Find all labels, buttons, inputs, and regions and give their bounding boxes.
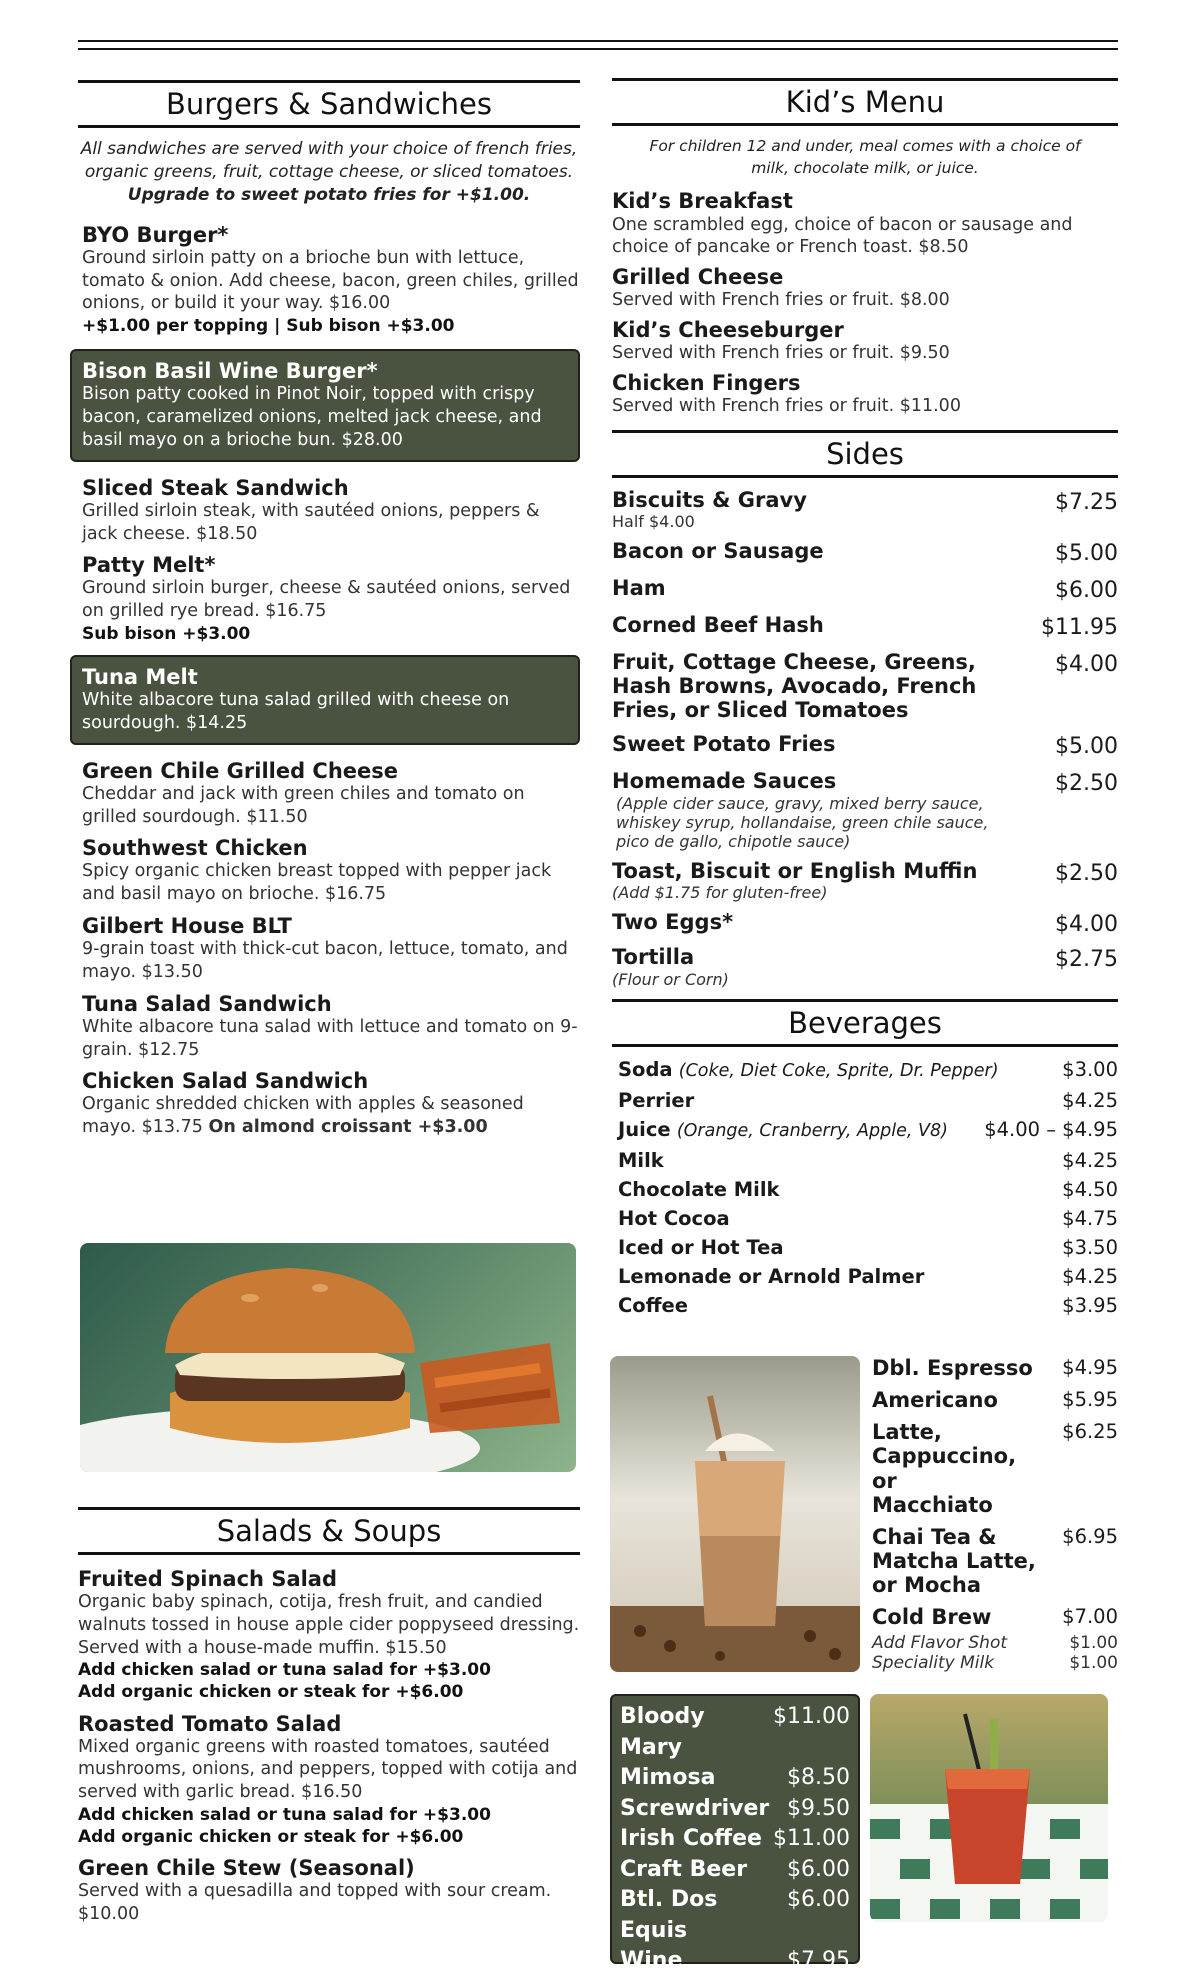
item-extra: +$1.00 per topping | Sub bison +$3.00 bbox=[82, 316, 455, 337]
side-name: Biscuits & Gravy bbox=[612, 487, 807, 512]
beverage-price: $4.00 – $4.95 bbox=[984, 1117, 1118, 1141]
beverage-item bbox=[618, 1233, 1118, 1262]
item-desc: White albacore tuna salad grilled with cheese on sourdough. $14.25 bbox=[82, 690, 510, 733]
item-name: Roasted Tomato Salad bbox=[78, 1711, 342, 1736]
item-desc: Mixed organic greens with roasted tomatoes, sautéed mushrooms, onions, and peppers, topped with cotija and served with garlic bread. $16.50 bbox=[78, 1736, 578, 1803]
item-name: BYO Burger* bbox=[82, 222, 229, 247]
bar-item bbox=[620, 1763, 850, 1794]
side-item bbox=[612, 732, 1118, 759]
espresso-item bbox=[872, 1356, 1118, 1380]
beverage-name: Soda bbox=[618, 1057, 673, 1081]
bloody-mary-illustration bbox=[870, 1694, 1108, 1922]
item-desc: Cheddar and jack with green chiles and tomato on grilled sourdough. $11.50 bbox=[82, 783, 525, 827]
item-name: Fruited Spinach Salad bbox=[78, 1567, 338, 1591]
item-name: Patty Melt* bbox=[82, 553, 216, 578]
item-desc: Served with French fries or fruit. $11.00 bbox=[612, 395, 961, 416]
bar-price: $7.95 bbox=[787, 1948, 850, 1973]
side-name: Sweet Potato Fries bbox=[612, 732, 836, 757]
addon-item bbox=[872, 1633, 1118, 1653]
item-name: Chicken Fingers bbox=[612, 370, 801, 395]
espresso-item bbox=[872, 1388, 1118, 1412]
menu-item-byo-burger bbox=[78, 223, 580, 337]
beverage-list bbox=[612, 1055, 1118, 1320]
item-desc: Served with French fries or fruit. $8.00 bbox=[612, 290, 950, 311]
menu-item-sliced-steak-sandwich bbox=[78, 476, 580, 546]
kids-item-cheeseburger bbox=[612, 318, 1118, 365]
bar-price: $9.50 bbox=[787, 1795, 850, 1821]
espresso-item bbox=[872, 1525, 1118, 1597]
espresso-name: Latte, Cappuccino, or Macchiato bbox=[872, 1420, 1017, 1517]
right-column bbox=[612, 78, 1118, 1320]
item-name: Tuna Melt bbox=[82, 665, 198, 690]
kids-item-chicken-fingers bbox=[612, 371, 1118, 418]
side-item bbox=[612, 488, 1118, 531]
beverage-price: $4.75 bbox=[1062, 1206, 1118, 1230]
item-name: Kid’s Cheeseburger bbox=[612, 317, 844, 342]
beverage-name: Chocolate Milk bbox=[618, 1177, 780, 1201]
addon-price: $1.00 bbox=[1069, 1653, 1118, 1674]
menu-item-gilbert-house-blt bbox=[78, 914, 580, 984]
beverage-price: $3.95 bbox=[1062, 1293, 1118, 1317]
bar-item bbox=[620, 1824, 850, 1855]
menu-item-green-chile-stew bbox=[78, 1856, 580, 1926]
side-item bbox=[612, 859, 1118, 902]
item-name: Tuna Salad Sandwich bbox=[82, 991, 332, 1016]
item-extra: On almond croissant +$3.00 bbox=[208, 1117, 488, 1138]
item-desc: 9-grain toast with thick-cut bacon, lettuce, tomato, and mayo. $13.50 bbox=[82, 939, 568, 982]
beverage-name: Lemonade or Arnold Palmer bbox=[618, 1264, 925, 1288]
item-name: Chicken Salad Sandwich bbox=[82, 1069, 369, 1094]
iced-coffee-illustration bbox=[610, 1356, 860, 1672]
addon-item bbox=[872, 1653, 1118, 1673]
addon-name: Add Flavor Shot bbox=[872, 1633, 1008, 1654]
beverage-item bbox=[618, 1115, 1118, 1146]
menu-item-chicken-salad-sandwich bbox=[78, 1069, 580, 1139]
bar-item bbox=[620, 1885, 850, 1946]
beverage-name: Juice bbox=[618, 1117, 671, 1141]
menu-item-tuna-salad-sandwich bbox=[78, 992, 580, 1062]
sides-section-title: Sides bbox=[612, 430, 1118, 478]
side-name: Toast, Biscuit or English Muffin bbox=[612, 859, 978, 884]
burgers-intro-line1: All sandwiches are served with your choice of french fries, bbox=[80, 139, 578, 159]
bar-price: $6.00 bbox=[787, 1856, 850, 1882]
beverage-name: Coffee bbox=[618, 1293, 688, 1317]
beverage-item bbox=[618, 1262, 1118, 1291]
menu-item-patty-melt bbox=[78, 553, 580, 645]
item-desc: Ground sirloin burger, cheese & sautéed onions, served on grilled rye bread. $16.75 bbox=[82, 578, 571, 622]
side-price: $2.50 bbox=[1055, 771, 1118, 797]
menu-item-green-chile-grilled-cheese bbox=[78, 759, 580, 829]
side-item bbox=[612, 539, 1118, 566]
beverage-name: Milk bbox=[618, 1148, 664, 1172]
iced-coffee-photo bbox=[610, 1356, 860, 1672]
item-desc: One scrambled egg, choice of bacon or sausage and choice of pancake or French toast. $8.50 bbox=[612, 214, 1073, 258]
side-item bbox=[612, 576, 1118, 603]
top-rule-2 bbox=[78, 48, 1118, 50]
sides-list bbox=[612, 488, 1118, 989]
side-name: Homemade Sauces bbox=[612, 769, 837, 794]
kids-item-grilled-cheese bbox=[612, 265, 1118, 312]
bar-name: Irish Coffee bbox=[620, 1826, 762, 1851]
side-price: $2.75 bbox=[1055, 947, 1118, 973]
espresso-price: $6.95 bbox=[1062, 1524, 1118, 1548]
menu-item-fruited-spinach-salad bbox=[78, 1567, 580, 1704]
beverage-item bbox=[618, 1146, 1118, 1175]
side-price: $11.95 bbox=[1041, 615, 1118, 641]
beverage-note: (Orange, Cranberry, Apple, V8) bbox=[676, 1120, 948, 1141]
bar-item bbox=[620, 1946, 850, 1975]
side-item bbox=[612, 945, 1118, 988]
side-name: Bacon or Sausage bbox=[612, 539, 824, 564]
bar-name: Wine bbox=[620, 1948, 683, 1973]
bloody-mary-photo bbox=[870, 1694, 1108, 1922]
side-sub: Half $4.00 bbox=[612, 511, 695, 531]
beverage-price: $3.00 bbox=[1062, 1057, 1118, 1081]
bar-name: Btl. Dos Equis bbox=[620, 1887, 718, 1943]
menu-item-roasted-tomato-salad bbox=[78, 1712, 580, 1849]
salads-section-title: Salads & Soups bbox=[78, 1507, 580, 1555]
side-price: $5.00 bbox=[1055, 541, 1118, 567]
beverages-section-title: Beverages bbox=[612, 999, 1118, 1047]
side-name: Tortilla bbox=[612, 945, 695, 970]
kids-intro: For children 12 and under, meal comes with a choice of milk, chocolate milk, or juice. bbox=[649, 137, 1081, 177]
beverage-item bbox=[618, 1291, 1118, 1320]
beverage-price: $3.50 bbox=[1062, 1235, 1118, 1259]
side-sub: (Flour or Corn) bbox=[612, 969, 729, 989]
item-desc: Ground sirloin patty on a brioche bun with lettuce, tomato & onion. Add cheese, bacon, green chiles, grilled onions, or build it your way. $16.00 bbox=[82, 247, 579, 314]
bar-name: Screwdriver bbox=[620, 1795, 770, 1821]
item-name: Green Chile Grilled Cheese bbox=[82, 758, 399, 783]
bar-price: $6.00 bbox=[787, 1887, 850, 1912]
beverage-note: (Coke, Diet Coke, Sprite, Dr. Pepper) bbox=[678, 1060, 999, 1081]
burger-photo bbox=[80, 1243, 576, 1472]
side-price: $6.00 bbox=[1055, 578, 1118, 604]
burgers-section-title: Burgers & Sandwiches bbox=[78, 80, 580, 128]
item-name: Gilbert House BLT bbox=[82, 913, 292, 938]
menu-item-southwest-chicken bbox=[78, 836, 580, 906]
bar-price: $11.00 bbox=[773, 1704, 850, 1729]
espresso-price: $4.95 bbox=[1062, 1356, 1118, 1379]
side-item bbox=[612, 910, 1118, 937]
beverage-item bbox=[618, 1055, 1118, 1086]
bar-name: Craft Beer bbox=[620, 1856, 748, 1882]
bar-price: $11.00 bbox=[773, 1826, 850, 1851]
item-desc-text: Organic shredded chicken with apples & seasoned mayo. $13.75 bbox=[82, 1094, 524, 1138]
item-name: Kid’s Breakfast bbox=[612, 189, 793, 214]
side-item bbox=[612, 613, 1118, 640]
espresso-price: $6.25 bbox=[1062, 1420, 1118, 1444]
side-sub: (Apple cider sauce, gravy, mixed berry sauce, whiskey syrup, hollandaise, green chile sauce, pico de gallo, chipotle sauce) bbox=[616, 793, 989, 851]
item-name: Grilled Cheese bbox=[612, 265, 784, 290]
side-name: Fruit, Cottage Cheese, Greens, Hash Browns, Avocado, French Fries, or Sliced Tomatoes bbox=[612, 650, 977, 723]
burger-illustration bbox=[80, 1243, 576, 1472]
kids-item-breakfast bbox=[612, 189, 1118, 259]
item-desc: Served with a quesadilla and topped with sour cream. $10.00 bbox=[78, 1881, 552, 1925]
espresso-item bbox=[872, 1605, 1118, 1629]
burgers-intro-upgrade: Upgrade to sweet potato fries for +$1.00. bbox=[127, 184, 531, 205]
item-name: Southwest Chicken bbox=[82, 836, 308, 861]
side-name: Two Eggs* bbox=[612, 910, 734, 935]
bar-price: $8.50 bbox=[787, 1765, 850, 1790]
salads-column bbox=[78, 1507, 580, 1926]
beverage-price: $4.50 bbox=[1062, 1177, 1118, 1201]
item-extra: Sub bison +$3.00 bbox=[82, 623, 251, 644]
addon-price: $1.00 bbox=[1069, 1633, 1118, 1654]
beverage-name: Hot Cocoa bbox=[618, 1206, 730, 1230]
side-sub: (Add $1.75 for gluten-free) bbox=[612, 883, 828, 903]
espresso-name: Dbl. Espresso bbox=[872, 1356, 1033, 1380]
espresso-name: Americano bbox=[872, 1388, 998, 1413]
kids-section-title: Kid’s Menu bbox=[612, 78, 1118, 126]
item-desc: Grilled sirloin steak, with sautéed onions, peppers & jack cheese. $18.50 bbox=[82, 500, 540, 544]
menu-item-tuna-melt bbox=[70, 655, 580, 745]
item-extra: Add chicken salad or tuna salad for +$3.00 bbox=[78, 1804, 491, 1825]
item-extra: Add organic chicken or steak for +$6.00 bbox=[78, 1682, 464, 1703]
beverage-item bbox=[618, 1175, 1118, 1204]
side-price: $4.00 bbox=[1055, 912, 1118, 938]
item-desc bbox=[82, 1093, 580, 1139]
beverage-price: $4.25 bbox=[1062, 1148, 1118, 1172]
side-item bbox=[612, 769, 1118, 851]
bar-item bbox=[620, 1855, 850, 1886]
beverage-item bbox=[618, 1086, 1118, 1115]
burgers-intro-line2: organic greens, fruit, cottage cheese, or sliced tomatoes. bbox=[84, 161, 574, 182]
beverage-price: $4.25 bbox=[1062, 1264, 1118, 1288]
bar-drinks-box bbox=[610, 1694, 860, 1973]
bar-name: Mimosa bbox=[620, 1765, 716, 1790]
espresso-name: Cold Brew bbox=[872, 1605, 992, 1630]
side-price: $4.00 bbox=[1055, 652, 1118, 678]
bar-item bbox=[620, 1702, 850, 1763]
side-price: $7.25 bbox=[1055, 489, 1118, 515]
beverage-price: $4.25 bbox=[1062, 1088, 1118, 1112]
addon-name: Speciality Milk bbox=[872, 1653, 995, 1674]
top-rule bbox=[78, 40, 1118, 42]
item-name: Sliced Steak Sandwich bbox=[82, 475, 349, 500]
item-extra: Add organic chicken or steak for +$6.00 bbox=[78, 1827, 464, 1848]
item-desc: Spicy organic chicken breast topped with pepper jack and basil mayo on brioche. $16.75 bbox=[82, 861, 552, 905]
side-item bbox=[612, 650, 1118, 722]
espresso-item bbox=[872, 1420, 1118, 1517]
side-name: Corned Beef Hash bbox=[612, 613, 824, 638]
item-desc: White albacore tuna salad with lettuce and tomato on 9-grain. $12.75 bbox=[82, 1016, 578, 1060]
item-extra: Add chicken salad or tuna salad for +$3.00 bbox=[78, 1660, 491, 1681]
bar-name: Bloody Mary bbox=[620, 1704, 705, 1760]
item-name: Green Chile Stew (Seasonal) bbox=[78, 1856, 415, 1881]
espresso-price: $5.95 bbox=[1062, 1388, 1118, 1412]
side-price: $5.00 bbox=[1055, 734, 1118, 760]
item-desc: Bison patty cooked in Pinot Noir, topped with crispy bacon, caramelized onions, melted jack cheese, and basil mayo on a brioche bun. $28.00 bbox=[82, 384, 542, 450]
espresso-name: Chai Tea & Matcha Latte, or Mocha bbox=[872, 1524, 1036, 1598]
beverage-name: Iced or Hot Tea bbox=[618, 1235, 784, 1259]
espresso-list bbox=[872, 1356, 1118, 1673]
side-price: $2.50 bbox=[1055, 861, 1118, 887]
left-column bbox=[78, 80, 580, 1139]
beverage-name: Perrier bbox=[618, 1088, 695, 1112]
burgers-intro bbox=[78, 138, 580, 207]
side-name: Ham bbox=[612, 576, 666, 601]
bar-item bbox=[620, 1794, 850, 1825]
espresso-price: $7.00 bbox=[1062, 1605, 1118, 1629]
item-name: Bison Basil Wine Burger* bbox=[82, 359, 378, 384]
item-desc: Served with French fries or fruit. $9.50 bbox=[612, 343, 950, 364]
menu-item-bison-basil-wine-burger bbox=[70, 349, 580, 461]
beverage-item bbox=[618, 1204, 1118, 1233]
item-desc: Organic baby spinach, cotija, fresh fruit, and candied walnuts tossed in house apple cider poppyseed dressing. Served with a house-made muffin. $15.50 bbox=[78, 1592, 580, 1658]
